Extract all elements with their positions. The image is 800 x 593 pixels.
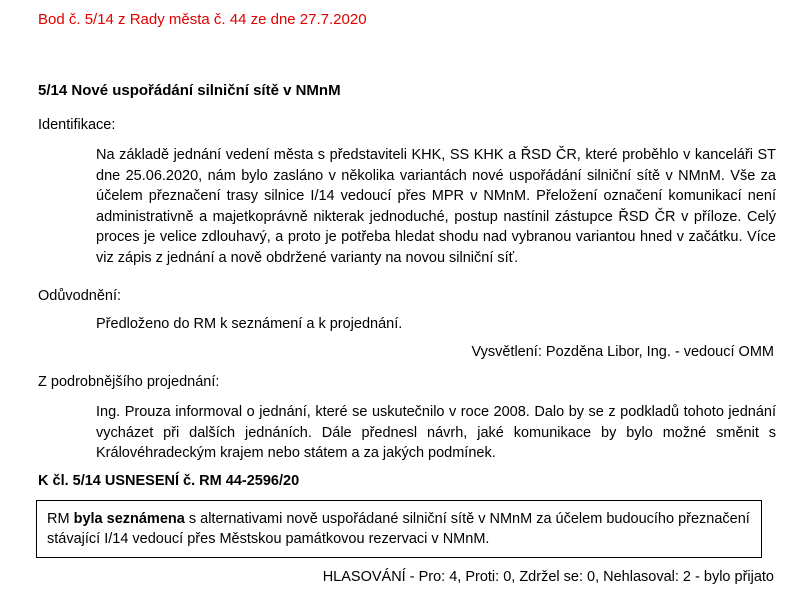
resolution-bold: byla seznámena bbox=[73, 511, 185, 527]
resolution-rest: s alternativami nově uspořádané silniční sítě v NMnM za účelem budoucího přeznačení stávající I/14 vedoucí přes Městskou památkovou rezervaci v NMnM. bbox=[47, 511, 750, 547]
identification-text: Na základě jednání vedení města s představiteli KHK, SS KHK a ŘSD ČR, které proběhlo v kanceláři ST dne 25.06.2020, nám bylo zasláno v několika variantách nové uspořádání silniční sítě v NMnM. Vše za účelem přeznačení trasy silnice I/14 vedoucí přes MPR v NMnM. Přeložení označení komunikací není administrativně a majetkoprávně nikterak jednoduché, postup nastínil zástupce ŘSD ČR v příloze. Celý proces je velice zdlouhavý, a proto je potřeba hledat shodu nad vybranou variantou hned v začátku. Více viz zápis z jednání a nově obdržené varianty na novou silniční síť. bbox=[96, 147, 776, 266]
resolution-prefix: RM bbox=[47, 511, 70, 527]
justification-text: Předloženo do RM k seznámení a k projednání. bbox=[96, 316, 403, 332]
justification-label: Odůvodnění: bbox=[38, 288, 122, 304]
discussion-label: Z podrobnějšího projednání: bbox=[38, 374, 220, 390]
voting-result: HLASOVÁNÍ - Pro: 4, Proti: 0, Zdržel se: 0, Nehlasoval: 2 - bylo přijato bbox=[322, 569, 774, 585]
identification-label: Identifikace: bbox=[38, 117, 116, 133]
item-title: 5/14 Nové uspořádání silniční sítě v NMnM bbox=[38, 82, 341, 99]
discussion-text: Ing. Prouza informoval o jednání, které se uskutečnilo v roce 2008. Dalo by se z podkladů tohoto jednání vycházet při dalších jednáních. Dále přednesl návrh, jaké komunikace by bylo možné směnit s Královéhradeckým krajem nebo státem a za jakých podmínek. bbox=[96, 404, 776, 461]
document-header: Bod č. 5/14 z Rady města č. 44 ze dne 27.7.2020 bbox=[38, 11, 367, 28]
explanation-text: Vysvětlení: Pozděna Libor, Ing. - vedoucí OMM bbox=[471, 344, 774, 360]
resolution-box bbox=[36, 500, 762, 558]
resolution-title: K čl. 5/14 USNESENÍ č. RM 44-2596/20 bbox=[38, 473, 300, 489]
